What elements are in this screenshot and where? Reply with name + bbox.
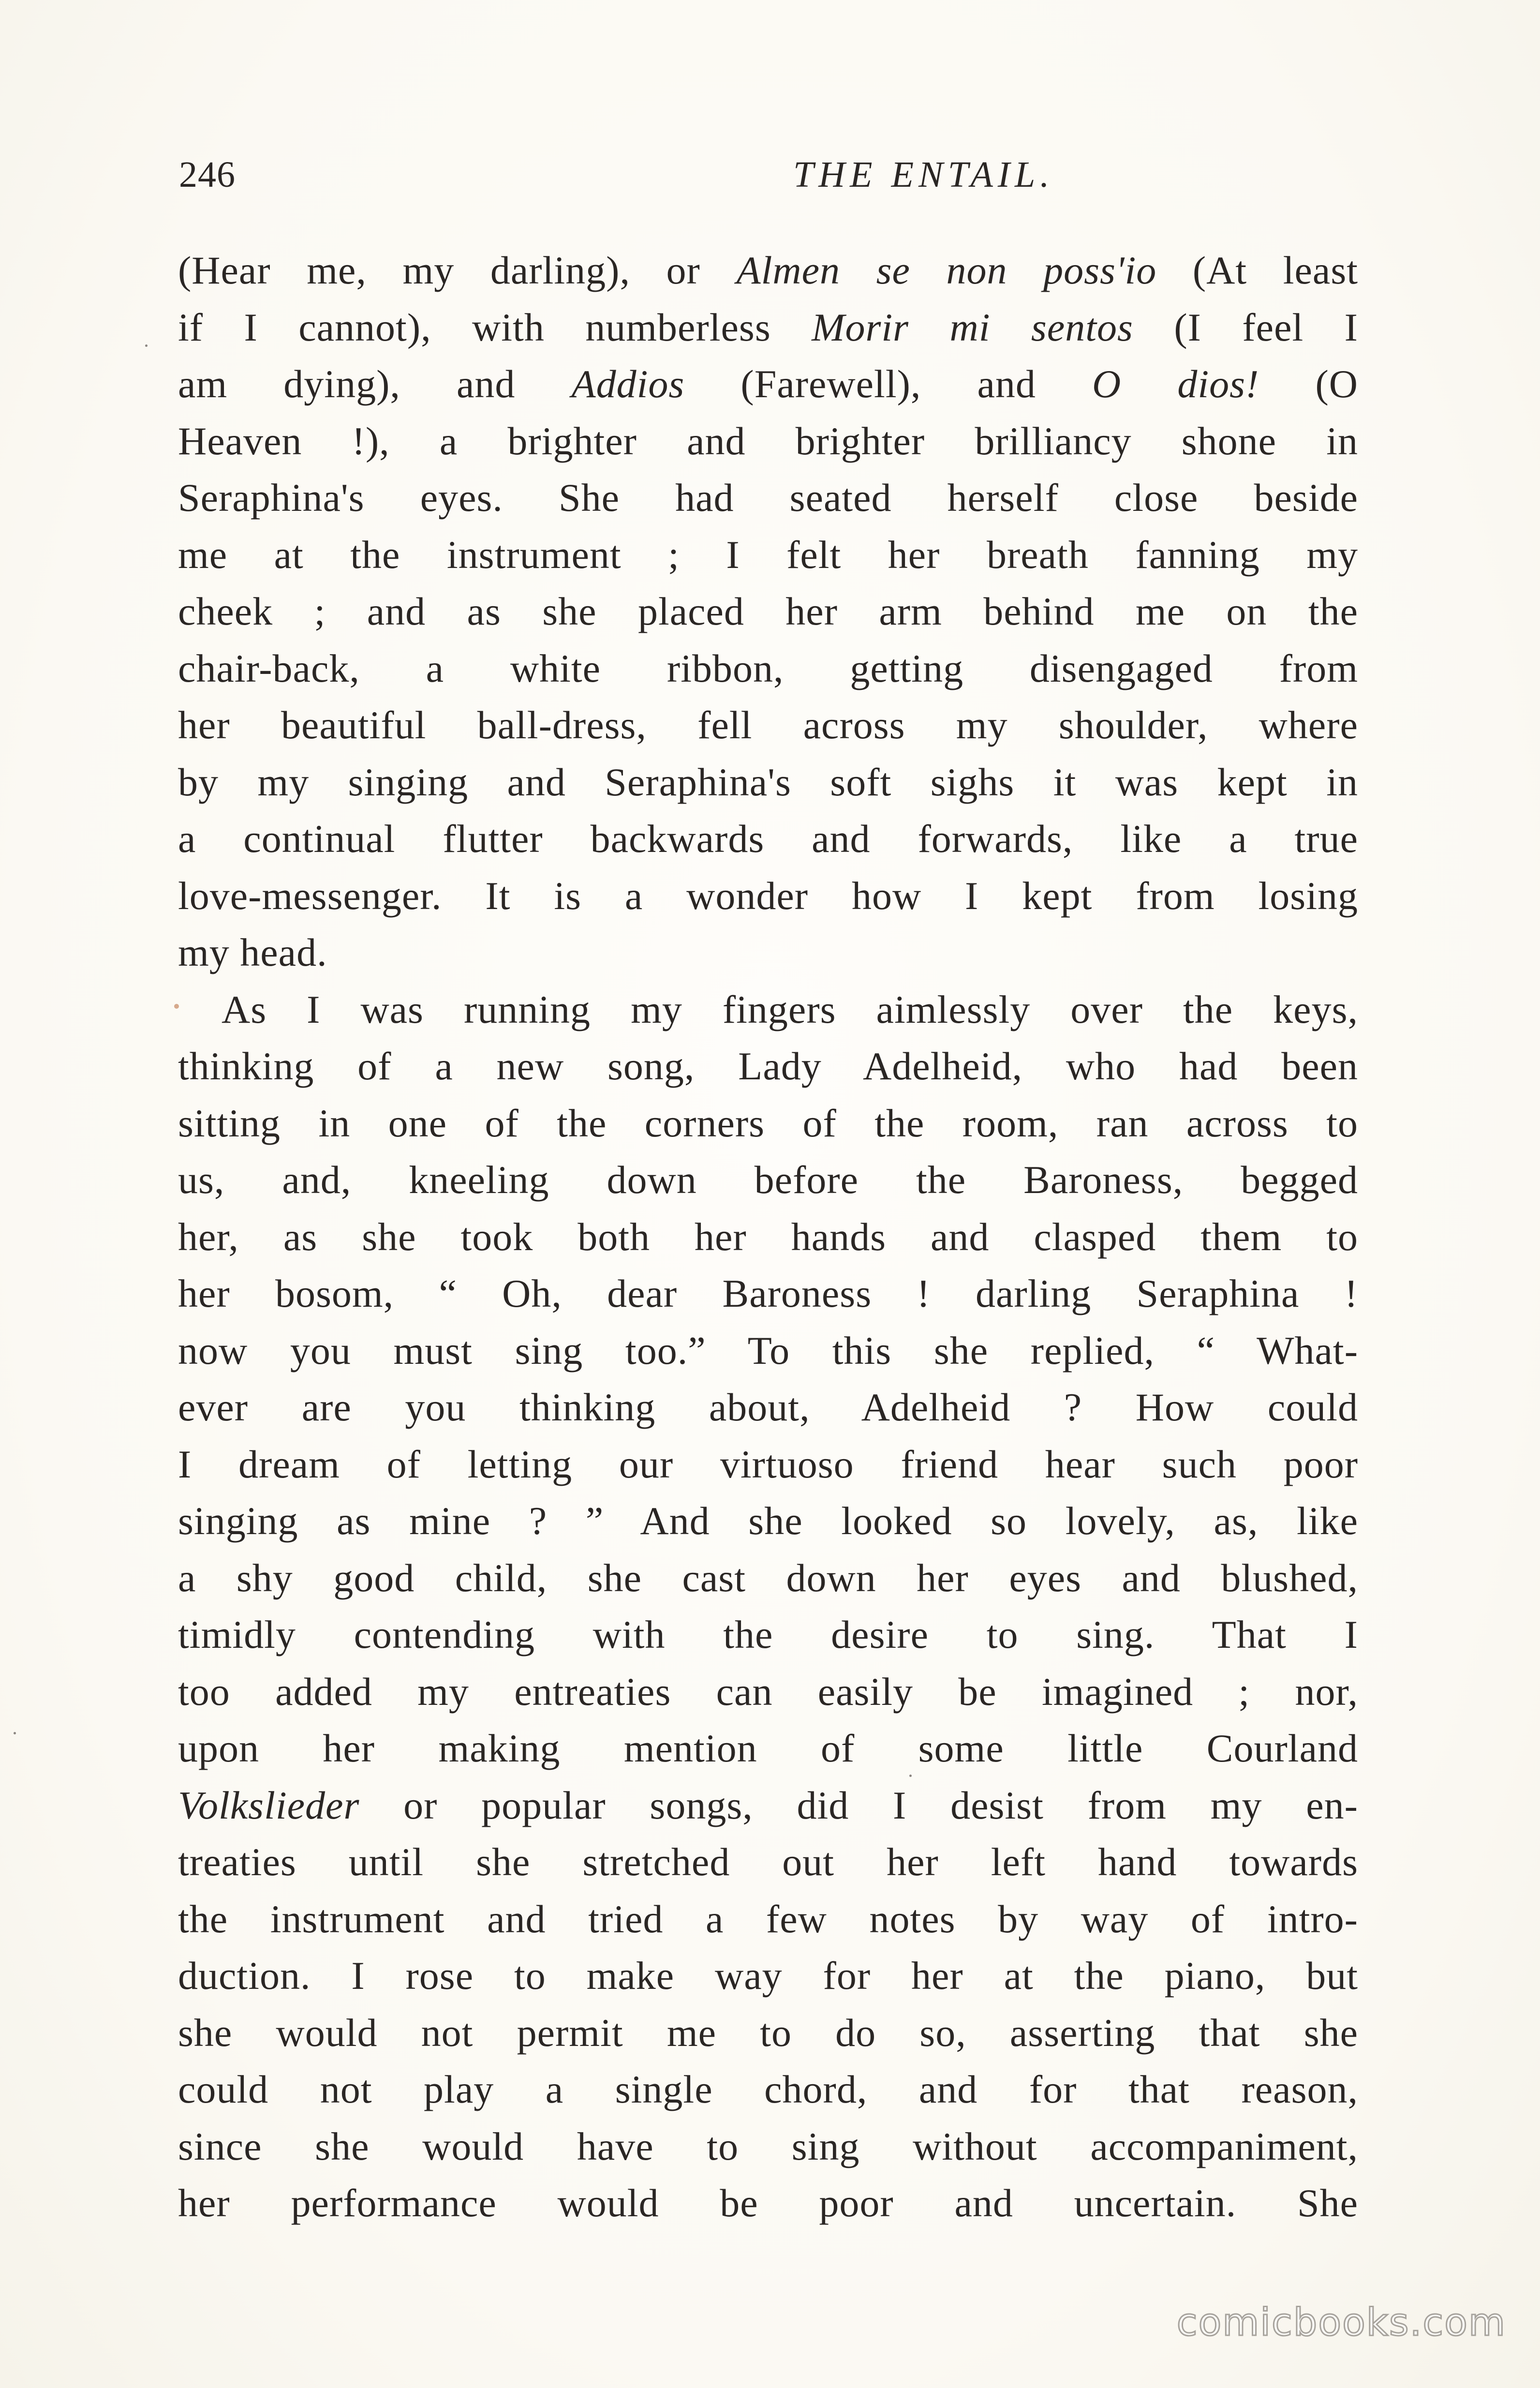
text-line bbox=[178, 640, 1358, 697]
body-text bbox=[178, 242, 1358, 2232]
text-segment: As I was running my fingers aimlessly over the keys, bbox=[222, 987, 1358, 1031]
text-segment: ever are you thinking about, Adelheid ? How could bbox=[178, 1385, 1358, 1429]
text-segment: timidly contending with the desire to sing. That I bbox=[178, 1612, 1358, 1657]
paragraph-mark bbox=[174, 1004, 179, 1009]
text-line bbox=[178, 356, 1358, 413]
text-segment: singing as mine ? ” And she looked so lovely, as, like bbox=[178, 1499, 1358, 1543]
text-line bbox=[178, 242, 1358, 299]
text-line bbox=[178, 2175, 1358, 2232]
text-segment: a continual flutter backwards and forwards, like a true bbox=[178, 817, 1358, 861]
text-line bbox=[178, 1550, 1358, 1607]
text-line bbox=[178, 1947, 1358, 2004]
text-segment: could not play a single chord, and for that reason, bbox=[178, 2067, 1358, 2111]
text-segment: she would not permit me to do so, asserting that she bbox=[178, 2010, 1358, 2055]
text-line bbox=[178, 1151, 1358, 1209]
text-segment: (I feel I bbox=[1133, 305, 1358, 349]
text-segment: by my singing and Seraphina's soft sighs it was kept in bbox=[178, 760, 1358, 804]
text-segment: I dream of letting our virtuoso friend hear such poor bbox=[178, 1442, 1358, 1486]
text-segment: duction. I rose to make way for her at the piano, but bbox=[178, 1954, 1358, 1998]
text-line bbox=[178, 1379, 1358, 1436]
text-segment: cheek ; and as she placed her arm behind me on the bbox=[178, 589, 1358, 633]
italic-phrase: Almen se non poss'io bbox=[736, 248, 1157, 292]
text-segment: now you must sing too.” To this she replied, “ What- bbox=[178, 1328, 1358, 1373]
watermark: comicbooks.com bbox=[1176, 2301, 1506, 2344]
text-segment: her beautiful ball-dress, fell across my shoulder, where bbox=[178, 703, 1358, 747]
text-line bbox=[178, 469, 1358, 526]
text-line bbox=[178, 1606, 1358, 1663]
page-number: 246 bbox=[179, 154, 236, 195]
text-line bbox=[178, 754, 1358, 811]
text-line bbox=[178, 1663, 1358, 1720]
text-segment: since she would have to sing without accompaniment, bbox=[178, 2124, 1358, 2168]
text-segment: my head. bbox=[178, 930, 327, 974]
text-line bbox=[178, 981, 1358, 1038]
text-segment: sitting in one of the corners of the room, ran across to bbox=[178, 1101, 1358, 1145]
text-segment: us, and, kneeling down before the Baroness, begged bbox=[178, 1158, 1358, 1202]
text-line bbox=[178, 1265, 1358, 1322]
text-line bbox=[178, 1777, 1358, 1834]
text-segment: thinking of a new song, Lady Adelheid, who had been bbox=[178, 1044, 1358, 1088]
text-segment: if I cannot), with numberless bbox=[178, 305, 812, 349]
text-line bbox=[178, 2004, 1358, 2061]
text-line bbox=[178, 1095, 1358, 1152]
text-segment: a shy good child, she cast down her eyes and blushed, bbox=[178, 1555, 1358, 1600]
italic-phrase: Morir mi sentos bbox=[812, 305, 1133, 349]
italic-phrase: Addios bbox=[571, 362, 685, 406]
text-segment: Seraphina's eyes. She had seated herself close beside bbox=[178, 476, 1358, 520]
text-segment: too added my entreaties can easily be imagined ; nor, bbox=[178, 1669, 1358, 1714]
italic-phrase: Volkslieder bbox=[178, 1783, 360, 1827]
text-segment: (O bbox=[1259, 362, 1359, 406]
running-head bbox=[179, 154, 1359, 197]
text-segment: or popular songs, did I desist from my en- bbox=[359, 1783, 1358, 1827]
text-line bbox=[178, 2118, 1358, 2175]
text-line bbox=[178, 413, 1358, 470]
text-line bbox=[178, 299, 1358, 356]
text-line bbox=[178, 583, 1358, 640]
text-line bbox=[178, 1038, 1358, 1095]
text-line bbox=[178, 1720, 1358, 1777]
text-line bbox=[178, 1209, 1358, 1266]
italic-phrase: O dios! bbox=[1092, 362, 1259, 406]
text-segment: chair-back, a white ribbon, getting disengaged from bbox=[178, 646, 1358, 690]
text-segment: the instrument and tried a few notes by way of intro- bbox=[178, 1896, 1358, 1941]
text-segment: (Hear me, my darling), or bbox=[178, 248, 737, 292]
text-segment: love-messenger. It is a wonder how I kept from losing bbox=[178, 873, 1358, 918]
paper-speck bbox=[145, 344, 148, 347]
text-segment: her performance would be poor and uncertain. She bbox=[178, 2181, 1358, 2225]
text-segment: (At least bbox=[1156, 248, 1359, 292]
text-line bbox=[178, 1322, 1358, 1379]
text-line bbox=[178, 867, 1358, 925]
text-line bbox=[178, 2061, 1358, 2118]
text-segment: upon her making mention of some little Courland bbox=[178, 1726, 1358, 1770]
text-segment: Heaven !), a brighter and brighter brilliancy shone in bbox=[178, 418, 1358, 463]
text-line bbox=[178, 1891, 1358, 1948]
text-segment: her, as she took both her hands and clasped them to bbox=[178, 1214, 1358, 1259]
text-segment: (Farewell), and bbox=[684, 362, 1093, 406]
paper-speck bbox=[14, 1732, 16, 1734]
text-line bbox=[178, 1436, 1358, 1493]
text-segment: treaties until she stretched out her left hand towards bbox=[178, 1840, 1358, 1884]
running-title: THE ENTAIL. bbox=[793, 154, 1054, 195]
text-segment: me at the instrument ; I felt her breath fanning my bbox=[178, 532, 1358, 577]
text-segment: am dying), and bbox=[178, 362, 572, 406]
paper-speck bbox=[909, 1775, 912, 1777]
text-line bbox=[178, 810, 1358, 867]
text-segment: her bosom, “ Oh, dear Baroness ! darling Seraphina ! bbox=[178, 1271, 1358, 1315]
text-line bbox=[178, 697, 1358, 754]
text-line bbox=[178, 526, 1358, 583]
text-line bbox=[178, 924, 1358, 981]
text-line bbox=[178, 1834, 1358, 1891]
text-line bbox=[178, 1492, 1358, 1550]
